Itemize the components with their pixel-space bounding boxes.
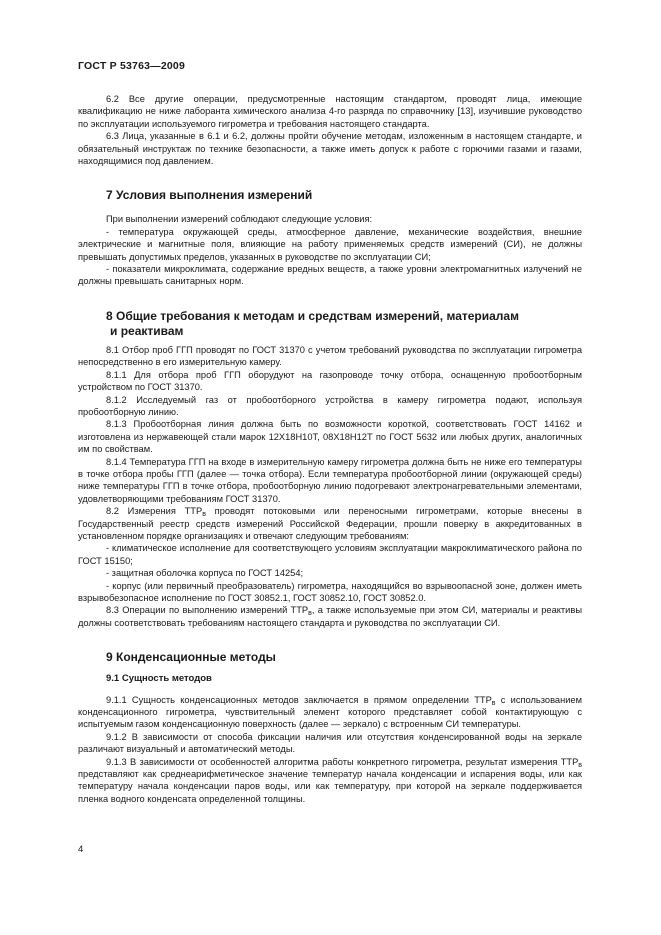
paragraph-8-3: 8.3 Операции по выполнению измерений $ТТР_в$, а также используемые при этом СИ, материалы и реактивы должны соответствовать требованиям настоящего стандарта и руководства по эксплуатации СИ. [78, 605, 582, 628]
paragraph-9-1-3: 9.1.3 В зависимости от особенностей алгоритма работы конкретного гигрометра, результат измерения $ТТР_в$ представляют как среднеарифметическое значение температур начала конденсации и испарения воды, или как температуру начала конденсации паров воды, или как температуру, при которой на зеркале поддерживается пленка водного конденсата определенной толщины. [78, 756, 582, 804]
section-8-heading-line-1: 8 Общие требования к методам и средствам измерений, материалам [106, 308, 519, 323]
section-8-item-3: - корпус (или первичный преобразователь) гигрометра, находящийся во взрывоопасной зоне, должен иметь взрывобезопасное исполнение по ГОСТ 30852.1, ГОСТ 30852.10, ГОСТ 30852.0. [78, 580, 582, 603]
section-8-heading-line-2: и реактивам [110, 323, 184, 338]
paragraph-8-1: 8.1 Отбор проб ГГП проводят по ГОСТ 31370 с учетом требований руководства по эксплуатации гигрометра непосредственно в его измерительную камеру. [78, 344, 582, 368]
page-number: 4 [78, 844, 84, 855]
document-body [78, 93, 582, 805]
section-8-item-2: - защитная оболочка корпуса по ГОСТ 14254; [106, 568, 304, 579]
paragraph-6-2: 6.2 Все другие операции, предусмотренные настоящим стандартом, проводят лица, имеющие квалификацию не ниже лаборанта химического анализа 4-го разряда по справочнику [13], изучившие руководство по эксплуатации используемого гигрометра и требования настоящего стандарта. [78, 94, 582, 129]
section-8-item-1: - климатическое исполнение для соответствующего условиям эксплуатации макроклиматического района по ГОСТ 15150; [78, 543, 582, 566]
subsection-9-1-heading: 9.1 Сущность методов [106, 673, 212, 685]
paragraph-9-1-2: 9.1.2 В зависимости от способа фиксации наличия или отсутствия конденсированной воды на зеркале различают визуальный и автоматический методы. [78, 731, 582, 755]
section-9-heading: 9 Конденсационные методы [106, 650, 276, 665]
paragraph-6-3: 6.3 Лица, указанные в 6.1 и 6.2, должны пройти обучение методам, изложенным в настоящем стандарте, и обязательный инструктаж по технике безопасности, а также иметь допуск к работе с горючими газами и газами, находящимися под давлением. [78, 131, 582, 167]
section-7-item-2: - показатели микроклимата, содержание вредных веществ, а также уровни электромагнитных излучений не должны превышать санитарных норм. [78, 264, 582, 287]
paragraph-9-1-1: 9.1.1 Сущность конденсационных методов заключается в прямом определении $ТТР_в$ с использованием конденсационного гигрометра, чувствительный элемент которого представляет собой контактирующую с испытуемым газом конденсационную поверхность (далее — зеркало) с встроенным СИ температуры. [78, 694, 582, 730]
section-7-intro: При выполнении измерений соблюдают следующие условия: [106, 214, 373, 225]
paragraph-8-1-4: 8.1.4 Температура ГГП на входе в измерительную камеру гигрометра должна быть не ниже его температуры в точке отбора пробы ГГП (далее — точка отбора). Если температура пробоотборной линии (окружающей среды) ниже температуры ГГП в точке отбора, пробоотборную линию подогревают электронагревательными элементами, удовлетворяющими требованиям ГОСТ 31370. [78, 456, 582, 504]
paragraph-8-1-1: 8.1.1 Для отбора проб ГГП оборудуют на газопроводе точку отбора, оснащенную пробоотборным устройством по ГОСТ 31370. [78, 369, 582, 393]
section-8-heading [78, 309, 582, 339]
section-7-item-1: - температура окружающей среды, атмосферное давление, механические воздействия, внешние электрические и магнитные поля, влияющие на работу применяемых средств измерений (СИ), не должны превышать допустимых пределов, указанных в руководстве по эксплуатации СИ; [78, 226, 582, 262]
section-7-heading: 7 Условия выполнения измерений [106, 188, 313, 203]
paragraph-8-1-2: 8.1.2 Исследуемый газ от пробоотборного устройства в камеру гигрометра подают, используя пробоотборную линию. [78, 394, 582, 417]
paragraph-8-1-3: 8.1.3 Пробоотборная линия должна быть по возможности короткой, соответствовать ГОСТ 14162 и изготовлена из нержавеющей стали марок 12Х18Н10Т, 08Х18Н12Т по ГОСТ 5632 или любых других, аналогичных им по свойствам. [78, 419, 582, 455]
paragraph-8-2: 8.2 Измерения $ТТР_в$ проводят потоковыми или переносными гигрометрами, которые внесены в Государственный реестр средств измерений Российской Федерации, прошли поверку в аккредитованных в установленном порядке организациях и отвечают следующим требованиям: [78, 506, 582, 541]
document-code-header: ГОСТ Р 53763—2009 [78, 60, 186, 72]
